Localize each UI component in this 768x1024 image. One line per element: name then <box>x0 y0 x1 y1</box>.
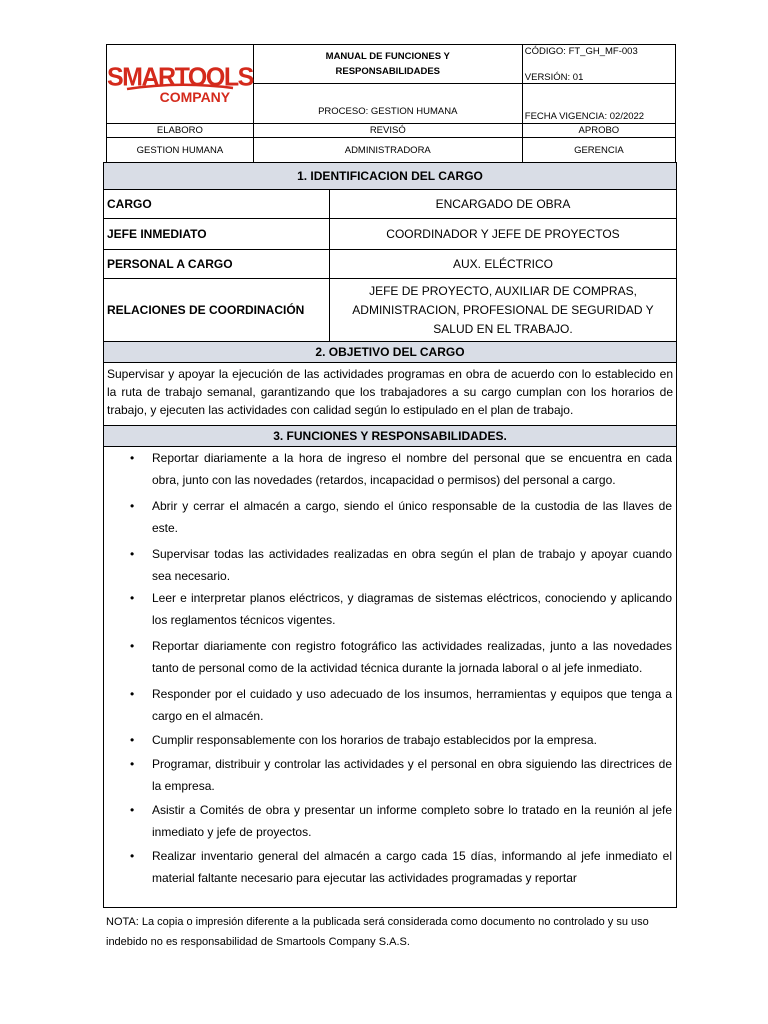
relaciones-label: RELACIONES DE COORDINACIÓN <box>104 279 330 342</box>
relaciones-value: JEFE DE PROYECTO, AUXILIAR DE COMPRAS, ADMINISTRACION, PROFESIONAL DE SEGURIDAD Y SALUD EN EL TRABAJO. <box>330 279 677 342</box>
elaboro-label: ELABORO <box>107 124 254 138</box>
list-item <box>104 753 676 797</box>
personal-a-cargo-value: AUX. ELÉCTRICO <box>330 250 677 279</box>
list-item <box>104 543 676 587</box>
bullet-icon: • <box>130 733 135 747</box>
list-item <box>104 495 676 539</box>
item-text: Asistir a Comités de obra y presentar un informe completo sobre lo tratado en la reunión al jefe inmediato y jefe de proyectos. <box>152 803 672 839</box>
manual-title-line2: RESPONSABILIDADES <box>335 66 441 77</box>
codigo: CÓDIGO: FT_GH_MF-003 <box>524 46 638 57</box>
bullet-icon: • <box>130 591 135 605</box>
reviso-label: REVISÓ <box>253 124 522 138</box>
main-table <box>103 162 677 908</box>
cargo-value: ENCARGADO DE OBRA <box>330 190 677 219</box>
section3-title: 3. FUNCIONES Y RESPONSABILIDADES. <box>104 426 677 447</box>
list-item <box>104 683 676 727</box>
manual-title <box>253 45 522 84</box>
version: VERSIÓN: 01 <box>524 72 584 83</box>
list-item <box>104 729 676 751</box>
list-item <box>104 587 676 631</box>
list-item <box>104 799 676 843</box>
section2-title: 2. OBJETIVO DEL CARGO <box>104 342 677 363</box>
funciones-list <box>104 447 677 908</box>
reviso-value: ADMINISTRADORA <box>253 138 522 163</box>
elaboro-value: GESTION HUMANA <box>107 138 254 163</box>
bullet-icon: • <box>130 451 135 465</box>
nota-footer: NOTA: La copia o impresión diferente a la publicada será considerada como documento no controlado y su uso indebido no es responsabilidad de Smartools Company S.A.S. <box>106 916 649 948</box>
item-text: Responder por el cuidado y uso adecuado de los insumos, herramientas y equipos que tenga a cargo en el almacén. <box>152 687 672 723</box>
list-item <box>104 845 676 889</box>
bullet-icon: • <box>130 547 135 561</box>
aprobo-value: GERENCIA <box>522 138 675 163</box>
bullet-icon: • <box>130 849 135 863</box>
bullet-icon: • <box>130 499 135 513</box>
jefe-inmediato-label: JEFE INMEDIATO <box>104 219 330 250</box>
logo-text: SMARTOOLS <box>107 62 253 92</box>
doc-codes <box>522 45 675 84</box>
objetivo-text: Supervisar y apoyar la ejecución de las actividades programas en obra de acuerdo con lo establecido en la ruta de trabajo semanal, garantizando que los trabajadores a su cargo cumplan con los horarios de trabajo, y ejecuten las actividades con calidad según lo estipulado en el plan de trabajo. <box>104 363 677 426</box>
item-text: Reportar diariamente con registro fotográfico las actividades realizadas, junto a las novedades tanto de personal como de la actividad técnica durante la jornada laboral o al jefe inmediato. <box>152 639 672 675</box>
cargo-label: CARGO <box>104 190 330 219</box>
personal-a-cargo-label: PERSONAL A CARGO <box>104 250 330 279</box>
aprobo-label: APROBO <box>522 124 675 138</box>
item-text: Supervisar todas las actividades realizadas en obra según el plan de trabajo y apoyar cuando sea necesario. <box>152 547 672 583</box>
bullet-icon: • <box>130 639 135 653</box>
list-item <box>104 635 676 679</box>
item-text: Cumplir responsablemente con los horarios de trabajo establecidos por la empresa. <box>152 733 597 747</box>
bullet-icon: • <box>130 757 135 771</box>
fecha-vigencia: FECHA VIGENCIA: 02/2022 <box>522 84 675 124</box>
item-text: Abrir y cerrar el almacén a cargo, siendo el único responsable de la custodia de las llaves de este. <box>152 499 672 535</box>
list-item <box>104 447 676 491</box>
company-logo <box>107 45 254 124</box>
item-text: Programar, distribuir y controlar las actividades y el personal en obra siguiendo las directrices de la empresa. <box>152 757 672 793</box>
bullet-icon: • <box>130 803 135 817</box>
section1-title: 1. IDENTIFICACION DEL CARGO <box>104 163 677 190</box>
item-text: Realizar inventario general del almacén a cargo cada 15 días, informando al jefe inmediato el material faltante necesario para ejecutar las actividades programadas y reportar <box>152 849 672 885</box>
logo-subtext: COMPANY <box>159 89 231 105</box>
item-text: Leer e interpretar planos eléctricos, y diagramas de sistemas eléctricos, conociendo y aplicando los reglamentos técnicos vigentes. <box>152 591 672 627</box>
bullet-icon: • <box>130 687 135 701</box>
item-text: Reportar diariamente a la hora de ingreso el nombre del personal que se encuentra en cada obra, junto con las novedades (retardos, incapacidad o permisos) del personal a cargo. <box>152 451 672 487</box>
document-header <box>106 44 676 163</box>
proceso: PROCESO: GESTION HUMANA <box>253 84 522 124</box>
jefe-inmediato-value: COORDINADOR Y JEFE DE PROYECTOS <box>330 219 677 250</box>
manual-title-line1: MANUAL DE FUNCIONES Y <box>325 51 450 62</box>
